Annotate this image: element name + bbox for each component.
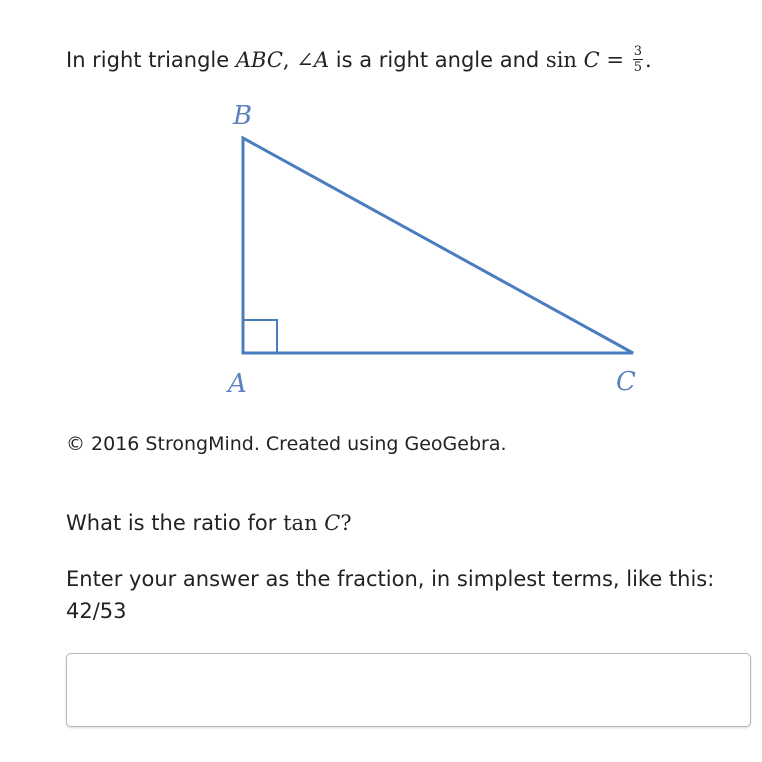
problem-prefix: In right triangle	[66, 48, 230, 72]
answer-instructions	[66, 563, 736, 627]
figure-credit: © 2016 StrongMind. Created using GeoGebra.	[66, 433, 507, 455]
problem-middle: is a right angle and	[335, 48, 540, 72]
vertex-label-b: B	[233, 101, 253, 131]
sin-function: sin	[545, 48, 577, 72]
sin-variable: C	[583, 48, 600, 72]
triangle-abc	[243, 138, 633, 353]
right-angle-marker	[243, 320, 277, 353]
instructions-line-1: Enter your answer as the fraction, in simplest terms, like this:	[66, 567, 715, 591]
problem-period: .	[644, 48, 652, 72]
problem-comma: ,	[282, 48, 290, 72]
question-text	[66, 507, 352, 539]
sin-denominator: 5	[633, 59, 642, 75]
equals-sign: =	[606, 48, 625, 72]
vertex-label-a: A	[228, 369, 247, 399]
angle-vertex: A	[313, 48, 330, 72]
sin-numerator: 3	[633, 43, 642, 59]
tan-function: tan	[283, 511, 318, 535]
tan-variable: C	[324, 511, 341, 535]
question-prefix: What is the ratio for	[66, 511, 277, 535]
vertex-label-c: C	[616, 367, 636, 397]
instructions-example: 42/53	[66, 599, 127, 623]
question-mark: ?	[340, 511, 352, 535]
triangle-name: ABC	[235, 48, 283, 72]
angle-symbol: ∠	[296, 48, 314, 72]
answer-input[interactable]	[66, 653, 751, 727]
